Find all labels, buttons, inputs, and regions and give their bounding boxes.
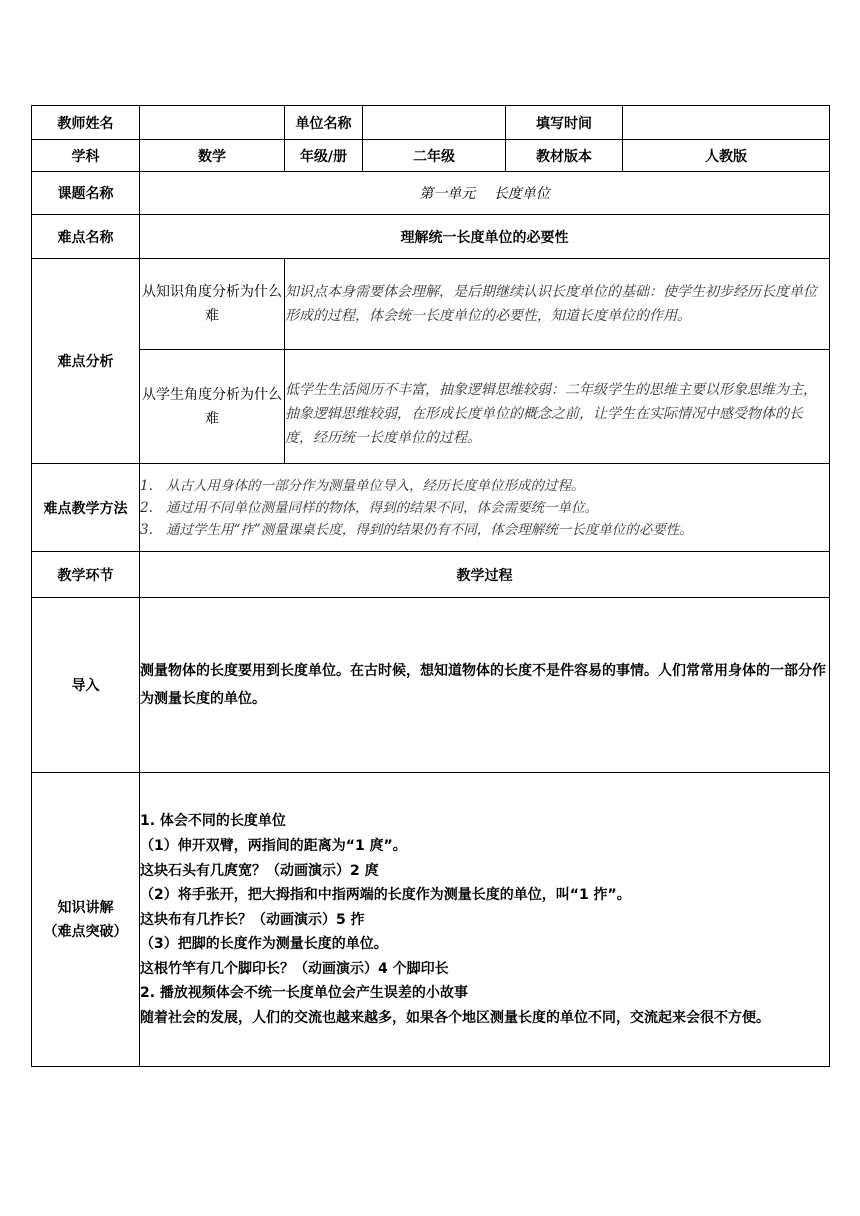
student-angle-label: 从学生角度分析为什么难: [140, 350, 285, 464]
knowledge-line: 1. 体会不同的长度单位: [140, 812, 286, 829]
knowledge-row: [32, 773, 830, 1067]
method-item: 1. 从古人用身体的一部分作为测量单位导入，经历长度单位形成的过程。: [140, 477, 585, 494]
process-header-row: [32, 552, 830, 598]
unit-name-value: [363, 106, 506, 140]
subject-value: 数学: [140, 140, 285, 172]
knowledge-line: 这块布有几拃长？（动画演示）5 拃: [140, 911, 365, 928]
knowledge-label-line1: 知识讲解: [57, 899, 114, 916]
methods-label: 难点教学方法: [32, 464, 140, 552]
textbook-label: 教材版本: [506, 140, 623, 172]
grade-label: 年级/册: [285, 140, 363, 172]
teacher-name-label: 教师姓名: [32, 106, 140, 140]
knowledge-line: 随着社会的发展，人们的交流也越来越多，如果各个地区测量长度的单位不同，交流起来会很不方便。: [140, 1009, 770, 1026]
intro-label: 导入: [32, 598, 140, 773]
topic-value: 第一单元 长度单位: [140, 172, 830, 215]
intro-text: 测量物体的长度要用到长度单位。在古时候，想知道物体的长度不是件容易的事情。人们常常用身体的一部分作为测量长度的单位。: [140, 598, 830, 773]
student-angle-text: 低学生生活阅历不丰富，抽象逻辑思维较弱：二年级学生的思维主要以形象思维为主，抽象逻辑思维较弱，在形成长度单位的概念之前，让学生在实际情况中感受物体的长度，经历统一长度单位的过程。: [285, 350, 830, 464]
intro-row: [32, 598, 830, 773]
knowledge-line: （3）把脚的长度作为测量长度的单位。: [140, 936, 388, 953]
method-item: 2. 通过用不同单位测量同样的物体，得到的结果不同，体会需要统一单位。: [140, 499, 598, 516]
methods-list: [140, 464, 830, 552]
analysis-row-knowledge: [32, 259, 830, 350]
teacher-name-value: [140, 106, 285, 140]
topic-label: 课题名称: [32, 172, 140, 215]
knowledge-line: 2. 播放视频体会不统一长度单位会产生误差的小故事: [140, 985, 468, 1002]
knowledge-label-line2: （难点突破）: [43, 923, 128, 940]
knowledge-line: （1）伸开双臂，两指间的距离为“1 庹”。: [140, 838, 407, 855]
analysis-label: 难点分析: [32, 259, 140, 464]
unit-name-label: 单位名称: [285, 106, 363, 140]
knowledge-label: [32, 773, 140, 1067]
methods-row: [32, 464, 830, 552]
method-item: 3. 通过学生用“拃”测量课桌长度，得到的结果仍有不同，体会理解统一长度单位的必要性。: [140, 521, 693, 538]
lesson-plan-table: [31, 105, 830, 1067]
process-label: 教学过程: [140, 552, 830, 598]
grade-value: 二年级: [363, 140, 506, 172]
knowledge-angle-label: 从知识角度分析为什么难: [140, 259, 285, 350]
difficulty-value: 理解统一长度单位的必要性: [140, 215, 830, 259]
knowledge-line: 这根竹竿有几个脚印长？（动画演示）4 个脚印长: [140, 960, 449, 977]
knowledge-angle-text: 知识点本身需要体会理解，是后期继续认识长度单位的基础：使学生初步经历长度单位形成的过程，体会统一长度单位的必要性，知道长度单位的作用。: [285, 259, 830, 350]
fill-time-value: [623, 106, 830, 140]
header-row-2: [32, 140, 830, 172]
difficulty-label: 难点名称: [32, 215, 140, 259]
knowledge-line: （2）将手张开，把大拇指和中指两端的长度作为测量长度的单位，叫“1 拃”。: [140, 887, 631, 904]
textbook-value: 人教版: [623, 140, 830, 172]
knowledge-content: [140, 773, 830, 1067]
stage-label: 教学环节: [32, 552, 140, 598]
difficulty-row: [32, 215, 830, 259]
fill-time-label: 填写时间: [506, 106, 623, 140]
knowledge-line: 这块石头有几庹宽？（动画演示）2 庹: [140, 862, 379, 879]
analysis-row-student: [32, 350, 830, 464]
header-row-1: [32, 106, 830, 140]
subject-label: 学科: [32, 140, 140, 172]
topic-row: [32, 172, 830, 215]
